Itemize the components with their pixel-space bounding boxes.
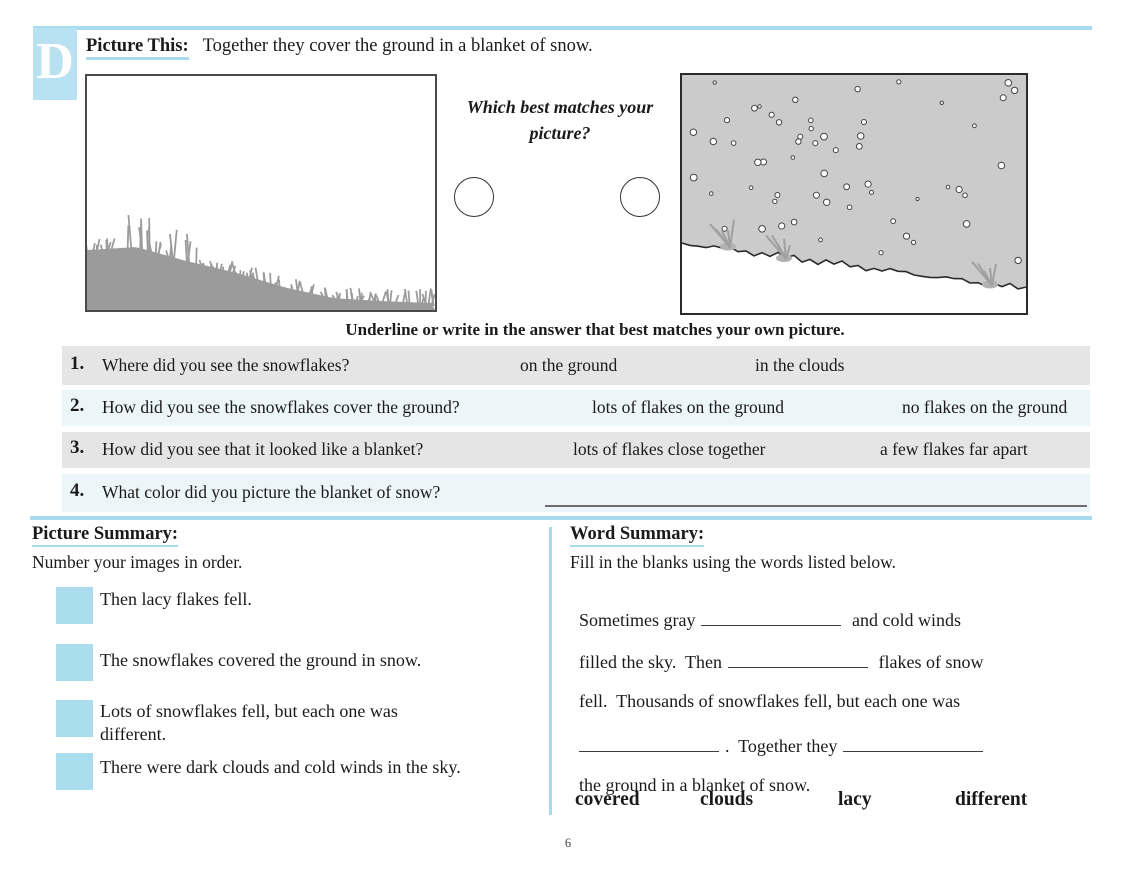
word-bank-word[interactable]: covered (575, 789, 640, 810)
write-in-answer-line[interactable] (545, 505, 1087, 507)
student-picture-panel (85, 74, 437, 312)
question-number: 2. (70, 395, 85, 416)
picture-this-text: Together they cover the ground in a blanket of snow. (202, 36, 593, 56)
answer-option[interactable]: on the ground (520, 355, 618, 375)
order-number-box-4[interactable] (56, 753, 93, 790)
grass-hill-image (87, 76, 435, 310)
picture-summary-item: The snowflakes covered the ground in snow. (100, 650, 422, 670)
fill-in-line-2: filled the sky. Then flakes of snow (570, 628, 1098, 673)
lesson-letter-box: D (33, 28, 77, 100)
fill-in-line-4: . Together they (570, 712, 1098, 757)
order-number-box-3[interactable] (56, 700, 93, 737)
section-divider-horizontal (30, 516, 1092, 520)
underline-instruction: Underline or write in the answer that best matches your own picture. (345, 320, 845, 339)
order-number-box-1[interactable] (56, 587, 93, 624)
question-row-1 (62, 346, 1090, 385)
falling-snow-image (682, 75, 1026, 313)
picture-summary-title: Picture Summary: (32, 524, 178, 545)
fill-blank[interactable] (728, 649, 868, 668)
picture-this-header (86, 36, 593, 57)
question-number: 4. (70, 480, 85, 501)
fill-in-line-1: Sometimes gray and cold winds (570, 586, 1098, 631)
match-circle-left[interactable] (454, 177, 494, 217)
word-bank-word[interactable]: clouds (700, 789, 754, 810)
question-row-3 (62, 432, 1090, 468)
word-summary-title: Word Summary: (570, 524, 704, 545)
match-prompt: Which best matches your picture? (466, 97, 654, 143)
page-number: 6 (564, 836, 572, 850)
question-row-4 (62, 474, 1090, 512)
word-summary-instruction: Fill in the blanks using the words listed below. (570, 552, 896, 572)
answer-option[interactable]: lots of flakes on the ground (592, 397, 784, 417)
question-text: Where did you see the snowflakes? (102, 355, 350, 375)
picture-this-label: Picture This: (86, 36, 189, 60)
answer-option[interactable]: a few flakes far apart (880, 439, 1028, 459)
question-row-2 (62, 390, 1090, 426)
top-rule (33, 26, 1092, 30)
question-number: 3. (70, 437, 85, 458)
fill-in-line-5: the ground in a blanket of snow. (579, 775, 811, 795)
answer-option[interactable]: no flakes on the ground (902, 397, 1068, 417)
picture-summary-item: There were dark clouds and cold winds in the sky. (100, 757, 461, 777)
question-number: 1. (70, 353, 85, 374)
word-bank-word[interactable]: different (955, 789, 1028, 810)
snow-picture-panel (680, 73, 1028, 315)
match-circle-right[interactable] (620, 177, 660, 217)
word-bank (570, 789, 1090, 815)
picture-summary-instruction: Number your images in order. (32, 552, 243, 572)
order-number-box-2[interactable] (56, 644, 93, 681)
fill-blank[interactable] (843, 733, 983, 752)
fill-blank[interactable] (579, 733, 719, 752)
answer-option[interactable]: lots of flakes close together (573, 439, 766, 459)
fill-blank[interactable] (701, 607, 841, 626)
fill-in-line-3: fell. Thousands of snowflakes fell, but each one was (579, 691, 961, 711)
answer-option[interactable]: in the clouds (755, 355, 845, 375)
question-text: What color did you picture the blanket of snow? (102, 482, 441, 502)
picture-summary-item: Then lacy flakes fell. (100, 589, 252, 609)
picture-summary-item: Lots of snowflakes fell, but each one was different. (100, 701, 398, 744)
question-text: How did you see the snowflakes cover the ground? (102, 397, 460, 417)
word-bank-word[interactable]: lacy (838, 789, 872, 810)
question-text: How did you see that it looked like a blanket? (102, 439, 424, 459)
